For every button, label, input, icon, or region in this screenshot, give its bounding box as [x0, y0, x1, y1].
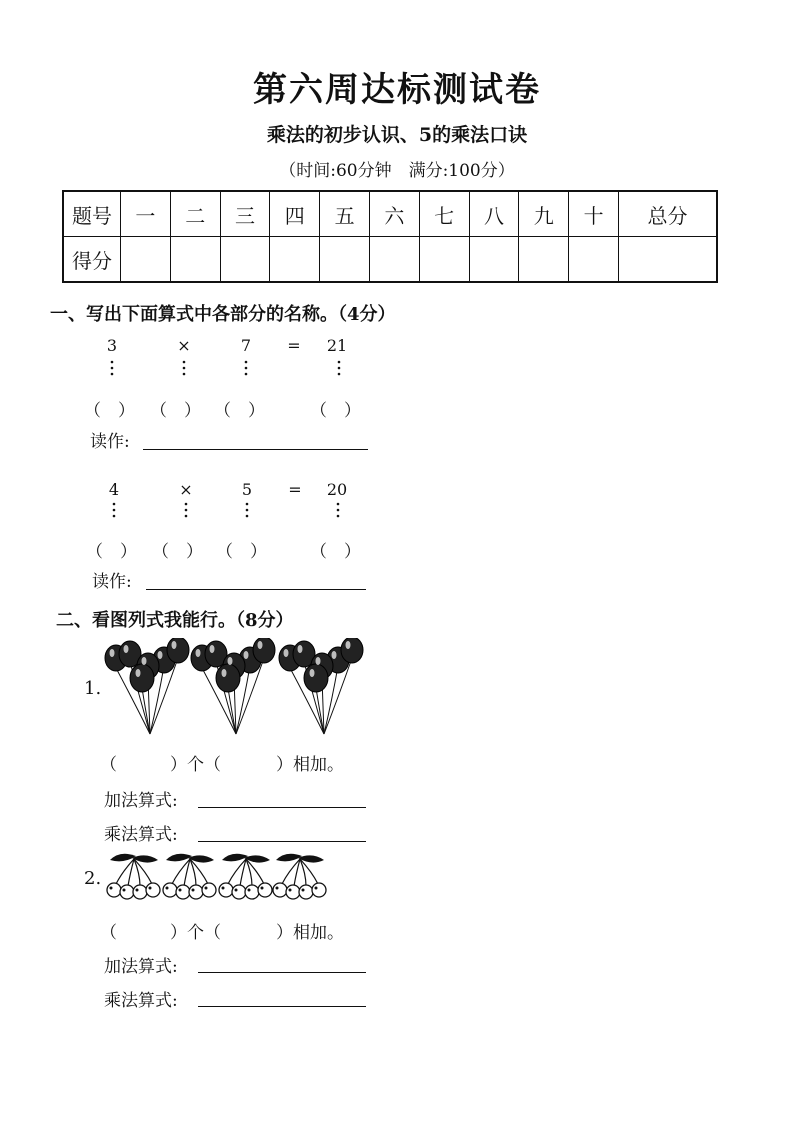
score-input-cell[interactable]: [369, 237, 419, 283]
equation-factor-b: 5: [241, 480, 253, 499]
fill-paren-close[interactable]: ）相加。: [276, 923, 344, 943]
balloon-bunches-picture: [100, 638, 370, 738]
score-table-cell: 九: [519, 191, 569, 237]
addition-label: 加法算式:: [104, 791, 178, 811]
equation-factor-a: 4: [108, 480, 120, 499]
score-input-cell[interactable]: [270, 237, 320, 283]
score-table-cell: 总分: [618, 191, 717, 237]
score-table-cell: 二: [170, 191, 220, 237]
equation-factor-a: 3: [106, 336, 118, 355]
score-table-cell: 六: [369, 191, 419, 237]
addition-answer-line[interactable]: [198, 807, 366, 808]
question-number: 1.: [84, 678, 102, 699]
score-table-cell: 七: [419, 191, 469, 237]
score-table-cell: 得分: [63, 237, 121, 283]
fill-paren-middle[interactable]: ）个（: [170, 755, 221, 775]
score-input-cell[interactable]: [569, 237, 619, 283]
score-table-header-row: [63, 191, 717, 237]
exam-meta: （时间:60分钟 满分:100分）: [279, 161, 515, 181]
equation-operator: ×: [179, 480, 193, 499]
score-table-cell: 题号: [63, 191, 121, 237]
equation-product: 21: [326, 336, 348, 355]
fill-paren-open: （: [100, 923, 117, 943]
score-input-cell[interactable]: [170, 237, 220, 283]
multiplication-answer-line[interactable]: [198, 1006, 366, 1007]
fill-paren-middle[interactable]: ）个（: [170, 923, 221, 943]
equation-factor-b: 7: [240, 336, 252, 355]
cherry-bunches-picture: [104, 852, 328, 902]
read-label: 读作:: [92, 572, 132, 592]
score-input-cell[interactable]: [220, 237, 270, 283]
section1-heading: 一、写出下面算式中各部分的名称。（4分）: [50, 304, 396, 325]
score-table-score-row: [63, 237, 717, 283]
score-table-cell: 十: [569, 191, 619, 237]
score-input-cell[interactable]: [618, 237, 717, 283]
score-table-cell: 八: [469, 191, 519, 237]
equation-equals: =: [288, 480, 302, 499]
answer-blank[interactable]: （ ）: [214, 401, 265, 421]
page-subtitle: 乘法的初步认识、5的乘法口诀: [266, 124, 528, 146]
read-answer-line[interactable]: [146, 589, 366, 590]
score-input-cell[interactable]: [419, 237, 469, 283]
section2-heading: 二、看图列式我能行。（8分）: [56, 610, 294, 631]
score-table: [62, 190, 718, 283]
addition-answer-line[interactable]: [198, 972, 366, 973]
multiplication-answer-line[interactable]: [198, 841, 366, 842]
read-label: 读作:: [90, 432, 130, 452]
addition-label: 加法算式:: [104, 957, 178, 977]
answer-blank[interactable]: （ ）: [216, 542, 267, 562]
equation-operator: ×: [177, 336, 191, 355]
multiplication-label: 乘法算式:: [104, 825, 178, 845]
score-input-cell[interactable]: [469, 237, 519, 283]
answer-blank[interactable]: （ ）: [86, 542, 137, 562]
score-table-cell: 四: [270, 191, 320, 237]
multiplication-label: 乘法算式:: [104, 991, 178, 1011]
score-table-cell: 一: [121, 191, 171, 237]
score-input-cell[interactable]: [121, 237, 171, 283]
score-input-cell[interactable]: [320, 237, 370, 283]
score-table-cell: 三: [220, 191, 270, 237]
answer-blank[interactable]: （ ）: [152, 542, 203, 562]
answer-blank[interactable]: （ ）: [84, 401, 135, 421]
score-table-cell: 五: [320, 191, 370, 237]
answer-blank[interactable]: （ ）: [310, 401, 361, 421]
answer-blank[interactable]: （ ）: [310, 542, 361, 562]
answer-blank[interactable]: （ ）: [150, 401, 201, 421]
question-number: 2.: [84, 868, 102, 889]
read-answer-line[interactable]: [143, 449, 368, 450]
dotted-connectors: [90, 500, 370, 522]
score-input-cell[interactable]: [519, 237, 569, 283]
equation-product: 20: [326, 480, 348, 499]
equation-equals: =: [287, 336, 301, 355]
page-title: 第六周达标测试卷: [253, 70, 541, 110]
dotted-connectors: [90, 358, 370, 380]
fill-paren-open: （: [100, 755, 117, 775]
fill-paren-close[interactable]: ）相加。: [276, 755, 344, 775]
